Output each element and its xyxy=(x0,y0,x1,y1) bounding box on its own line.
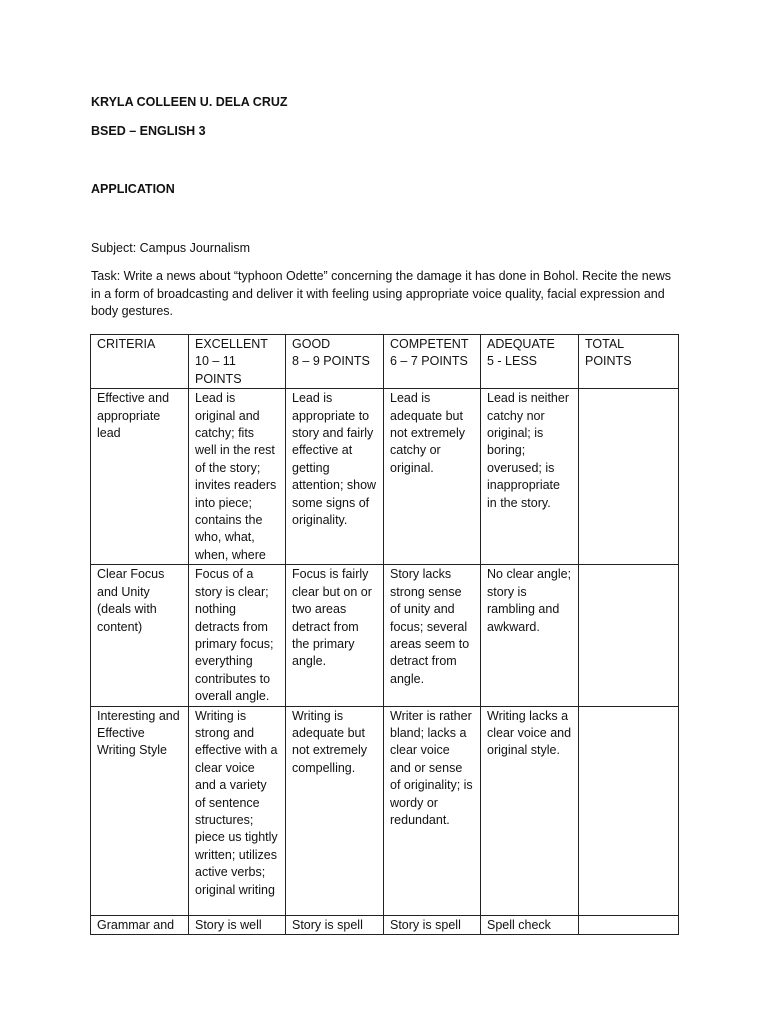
cell-text: Lead is appropriate to story and fairly effective at getting attention; show some signs of originality. xyxy=(292,391,377,528)
cell-text: Clear Focus and Unity (deals with content) xyxy=(97,567,165,634)
header-cell-competent xyxy=(384,335,481,389)
table-cell xyxy=(481,706,579,915)
header-cell-excellent xyxy=(189,335,286,389)
cell-text: Story is spell xyxy=(292,917,363,932)
cell-text: Story is well xyxy=(195,917,262,932)
table-cell xyxy=(189,915,286,934)
cell-text: Interesting and Effective Writing Style xyxy=(97,708,180,758)
table-cell xyxy=(579,915,679,934)
header-cell-total xyxy=(579,335,679,389)
cell-text: Focus is fairly clear but on or two areas detract from the primary angle. xyxy=(292,567,372,669)
table-row xyxy=(91,389,679,565)
table-cell xyxy=(481,565,579,706)
cell-text: Writing lacks a clear voice and original style. xyxy=(487,708,572,758)
table-cell xyxy=(481,915,579,934)
cell-text: Story is spell xyxy=(390,917,461,932)
student-name: KRYLA COLLEEN U. DELA CRUZ xyxy=(91,95,288,109)
table-cell xyxy=(189,565,286,706)
header-label: CRITERIA xyxy=(97,337,156,351)
table-row xyxy=(91,706,679,915)
section-title: APPLICATION xyxy=(91,182,175,196)
cell-text: Writing is strong and effective with a clear voice and a variety of sentence structures; piece us tightly written; utilizes active verbs; original writing xyxy=(195,708,278,897)
table-cell xyxy=(286,565,384,706)
course-label: BSED – ENGLISH 3 xyxy=(91,124,206,138)
task-paragraph: Task: Write a news about “typhoon Odette” concerning the damage it has done in Bohol. Recite the news in a form of broadcasting and deliver it with feeling using appropriate voice quality, facial expression and body gestures. xyxy=(91,269,671,319)
table-cell xyxy=(384,706,481,915)
table-cell xyxy=(579,389,679,565)
table-cell xyxy=(91,389,189,565)
table-cell xyxy=(91,915,189,934)
table-cell xyxy=(579,706,679,915)
table-cell xyxy=(286,915,384,934)
header-label: TOTAL POINTS xyxy=(585,337,632,369)
cell-text: Spell check xyxy=(487,917,551,932)
cell-text: Effective and appropriate lead xyxy=(97,391,170,441)
table-cell xyxy=(189,389,286,565)
table-cell xyxy=(91,565,189,706)
cell-text: Lead is adequate but not extremely catchy or original. xyxy=(390,391,466,475)
table-cell xyxy=(286,389,384,565)
table-cell xyxy=(384,389,481,565)
table-cell xyxy=(189,706,286,915)
header-cell-good xyxy=(286,335,384,389)
cell-text: Writing is adequate but not extremely compelling. xyxy=(292,708,368,775)
table-row xyxy=(91,915,679,934)
table-header-row xyxy=(91,335,679,389)
cell-text: Focus of a story is clear; nothing detracts from primary focus; everything contributes to overall angle. xyxy=(195,567,274,704)
cell-text: Story lacks strong sense of unity and focus; several areas seem to detract from angle. xyxy=(390,567,470,686)
table-row xyxy=(91,565,679,706)
cell-text: Lead is original and catchy; fits well in the rest of the story; invites readers into piece; contains the who, what, when, where xyxy=(195,391,277,562)
header-label: ADEQUATE 5 - LESS xyxy=(487,337,555,369)
cell-text: Lead is neither catchy nor original; is boring; overused; is inappropriate in the story. xyxy=(487,391,570,510)
header-label: COMPETENT 6 – 7 POINTS xyxy=(390,337,469,369)
table-cell xyxy=(91,706,189,915)
header-cell-criteria xyxy=(91,335,189,389)
table-cell xyxy=(579,565,679,706)
header-label: GOOD 8 – 9 POINTS xyxy=(292,337,370,369)
cell-text: No clear angle; story is rambling and awkward. xyxy=(487,567,572,634)
cell-text: Writer is rather bland; lacks a clear voice and or sense of originality; is wordy or redundant. xyxy=(390,708,473,827)
table-cell xyxy=(286,706,384,915)
header-label: EXCELLENT 10 – 11 POINTS xyxy=(195,337,268,386)
header-cell-adequate xyxy=(481,335,579,389)
table-cell xyxy=(384,915,481,934)
table-cell xyxy=(384,565,481,706)
subject-line: Subject: Campus Journalism xyxy=(91,241,251,255)
table-cell xyxy=(481,389,579,565)
cell-text: Grammar and xyxy=(97,917,175,932)
rubric-table xyxy=(90,334,679,935)
